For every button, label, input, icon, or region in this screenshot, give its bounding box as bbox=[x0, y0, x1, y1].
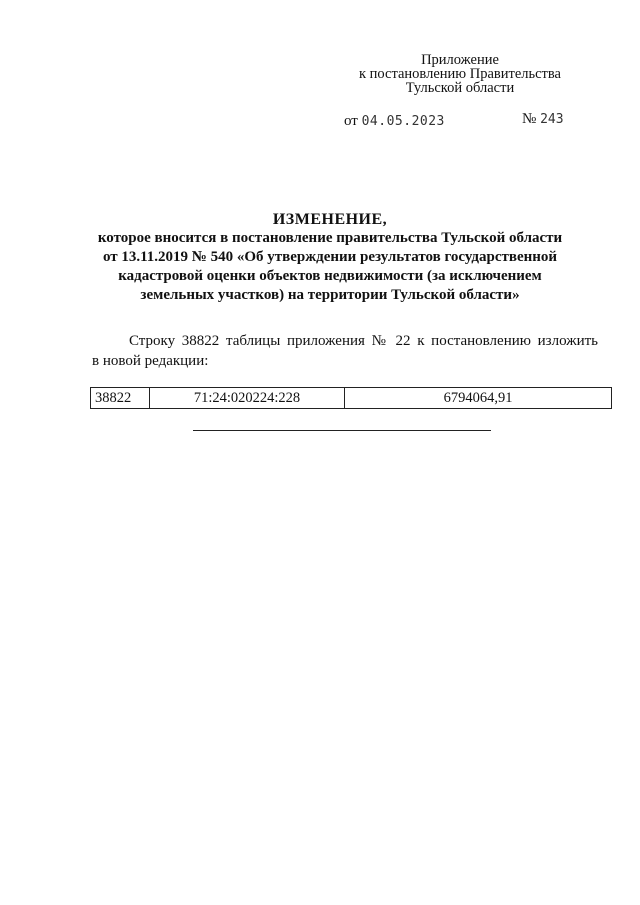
body-paragraph bbox=[92, 331, 598, 371]
decree-number bbox=[522, 111, 564, 128]
date-prefix: от bbox=[344, 113, 358, 129]
date-value: 04.05.2023 bbox=[361, 114, 445, 129]
replacement-table bbox=[90, 387, 612, 409]
closing-divider bbox=[193, 430, 491, 431]
appendix-reference: к постановлению Правительства bbox=[359, 66, 561, 82]
title-heading: ИЗМЕНЕНИЕ, bbox=[272, 211, 388, 228]
appendix-header bbox=[330, 53, 590, 95]
number-prefix: № bbox=[522, 111, 537, 127]
appendix-label: Приложение bbox=[421, 52, 499, 68]
document-title bbox=[80, 210, 580, 305]
row-number-cell: 38822 bbox=[91, 388, 150, 409]
table-row bbox=[91, 388, 612, 409]
cadastral-value-cell: 6794064,91 bbox=[345, 388, 612, 409]
body-line-2: в новой редакции: bbox=[92, 353, 209, 369]
title-line-3: кадастровой оценки объектов недвижимости (за исключением bbox=[118, 268, 542, 284]
cadastral-number-cell: 71:24:020224:228 bbox=[150, 388, 345, 409]
title-line-2: от 13.11.2019 № 540 «Об утверждении результатов государственной bbox=[102, 249, 558, 265]
number-value: 243 bbox=[540, 112, 564, 127]
body-line-1: Строку 38822 таблицы приложения № 22 к постановлению изложить bbox=[129, 333, 598, 349]
title-line-1: которое вносится в постановление правительства Тульской области bbox=[97, 230, 563, 246]
appendix-region: Тульской области bbox=[405, 80, 515, 96]
title-line-4: земельных участков) на территории Тульской области» bbox=[140, 287, 520, 303]
decree-date bbox=[344, 113, 445, 130]
